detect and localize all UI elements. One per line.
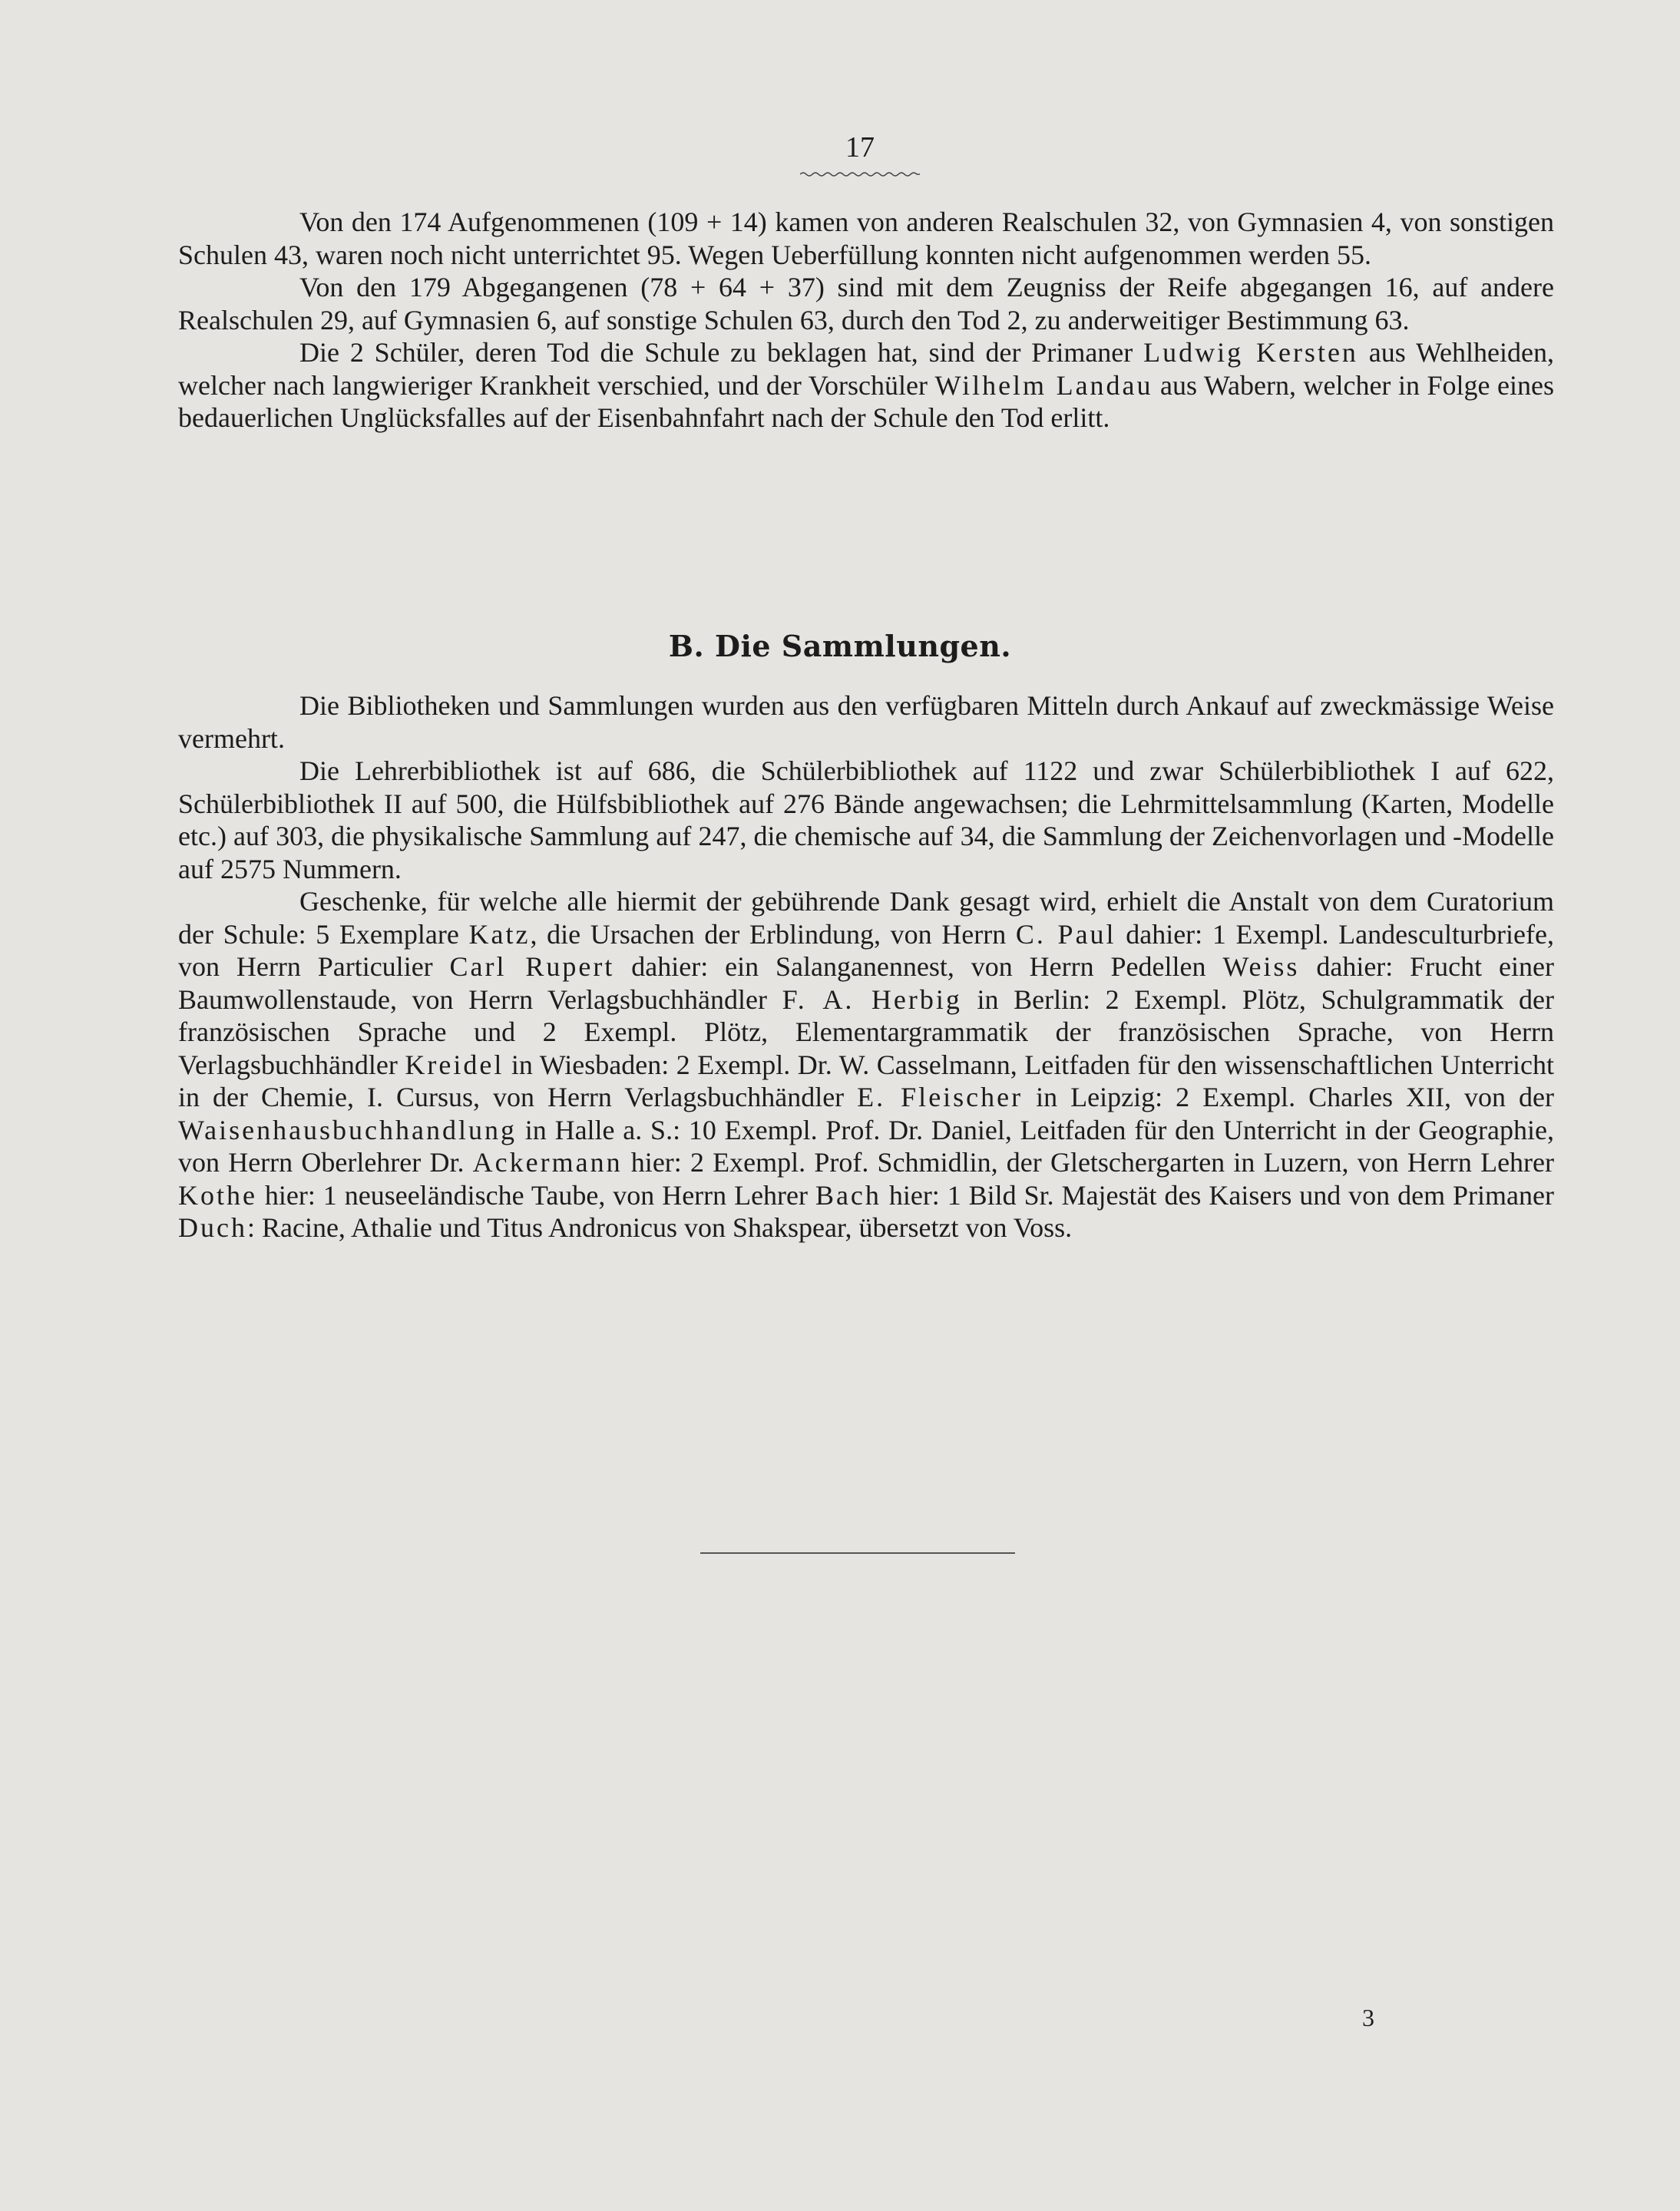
text-run: in Wiesbaden: 2 Exempl. Dr. W. Casselmann, Leitfaden für den wissenschaftlichen Unterricht in der Chemie, I. Cursus, von Herrn Verlagsbuchhändler — [178, 1049, 1555, 1112]
text-run: hier: 1 Bild Sr. Majestät des Kaisers und von dem Primaner — [881, 1179, 1554, 1211]
text-run: aus Wehlheiden, welcher nach langwieriger Krankheit verschied, und der Vorschüler — [178, 337, 1554, 401]
donor-name: Kothe — [178, 1179, 257, 1211]
section-b-text — [178, 689, 1554, 1244]
donor-name: C. Paul — [1015, 918, 1116, 950]
donations-paragraph — [178, 885, 1554, 1244]
donor-name: Bach — [815, 1179, 881, 1211]
donor-name: Katz — [468, 918, 531, 950]
donor-name: E. Fleischer — [857, 1082, 1024, 1112]
text-run: hier: 1 neuseeländische Taube, von Herrn Lehrer — [256, 1179, 815, 1211]
donor-name: Waisenhausbuchhandlung — [178, 1114, 518, 1145]
text-run: : Racine, Athalie und Titus Andronicus von Shakspear, übersetzt von Voss. — [246, 1212, 1073, 1243]
text-run: in Halle a. S.: 10 Exempl. Prof. Dr. Daniel, Leitfaden für den Unterricht in der Geographie, von Herrn Oberlehrer Dr. — [178, 1114, 1554, 1178]
closing-rule — [700, 1552, 1015, 1554]
text-run: hier: 2 Exempl. Prof. Schmidlin, der Gletschergarten in Luzern, von Herrn Lehrer — [622, 1147, 1554, 1178]
donor-name: F. A. Herbig — [782, 983, 962, 1015]
donor-name: Duch — [178, 1212, 247, 1243]
departures-paragraph: Von den 179 Abgegangenen (78 + 64 + 37) sind mit dem Zeugniss der Reife abgegangen 16, auf andere Realschulen 29, auf Gymnasien 6, auf sonstige Schulen 63, durch den Tod 2, zu anderweitiger Bestimmung 63. — [178, 272, 1554, 335]
donor-name: Ackermann — [472, 1147, 623, 1178]
text-run: dahier: Frucht einer Baumwollenstaude, von Herrn Verlagsbuchhändler — [178, 951, 1554, 1015]
text-run: in Berlin: 2 Exempl. Plötz, Schulgrammatik der französischen Sprache und 2 Exempl. Plötz, Elementargrammatik der französischen Sprache, von Herrn Verlagsbuchhändler — [178, 983, 1554, 1080]
text-run: dahier: ein Salanganennest, von Herrn Pedellen — [614, 951, 1223, 982]
page-number: 17 — [845, 131, 875, 164]
student-name: Wilhelm Landau — [934, 369, 1153, 401]
text-run: Geschenke, für welche alle hiermit der gebührende Dank gesagt wird, erhielt die Anstalt von dem Curatorium der Schule: 5 Exemplare — [178, 886, 1554, 950]
collections-paragraph: Die Bibliotheken und Sammlungen wurden aus den verfügbaren Mitteln durch Ankauf auf zweckmässige Weise vermehrt. — [178, 690, 1554, 754]
section-a-text — [178, 206, 1554, 435]
donor-name: Kreidel — [405, 1049, 504, 1080]
text-run: , die Ursachen der Erblindung, von Herrn — [530, 918, 1016, 950]
donor-name: Carl Rupert — [449, 951, 615, 982]
library-paragraph: Die Lehrerbibliothek ist auf 686, die Schülerbibliothek auf 1122 und zwar Schülerbibliothek I auf 622, Schülerbibliothek II auf 500, die Hülfsbibliothek auf 276 Bände angewachsen; die Lehrmittelsammlung (Karten, Modelle etc.) auf 303, die physikalische Sammlung auf 247, die chemische auf 34, die Sammlung der Zeichenvorlagen und -Modelle auf 2575 Nummern. — [178, 755, 1554, 884]
text-run: dahier: 1 Exempl. Landesculturbriefe, von Herrn Particulier — [178, 918, 1554, 982]
student-name: Ludwig Kersten — [1143, 337, 1358, 368]
text-run: Die 2 Schüler, deren Tod die Schule zu beklagen hat, sind der Primaner — [299, 337, 1144, 368]
deceased-students-paragraph — [178, 336, 1554, 435]
signature-mark: 3 — [1362, 2004, 1374, 2031]
donor-name: Weiss — [1222, 951, 1300, 982]
header-ornament — [800, 170, 920, 178]
section-heading: B. Die Sammlungen. — [668, 629, 1012, 663]
text-run: aus Wabern, welcher in Folge eines bedauerlichen Unglücksfalles auf der Eisenbahnfahrt nach der Schule den Tod erlitt. — [178, 369, 1554, 433]
admissions-paragraph: Von den 174 Aufgenommenen (109 + 14) kamen von anderen Realschulen 32, von Gymnasien 4, von sonstigen Schulen 43, waren noch nicht unterrichtet 95. Wegen Ueberfüllung konnten nicht aufgenommen werden 55. — [178, 207, 1554, 270]
text-run: in Leipzig: 2 Exempl. Charles XII, von der — [1023, 1082, 1554, 1112]
